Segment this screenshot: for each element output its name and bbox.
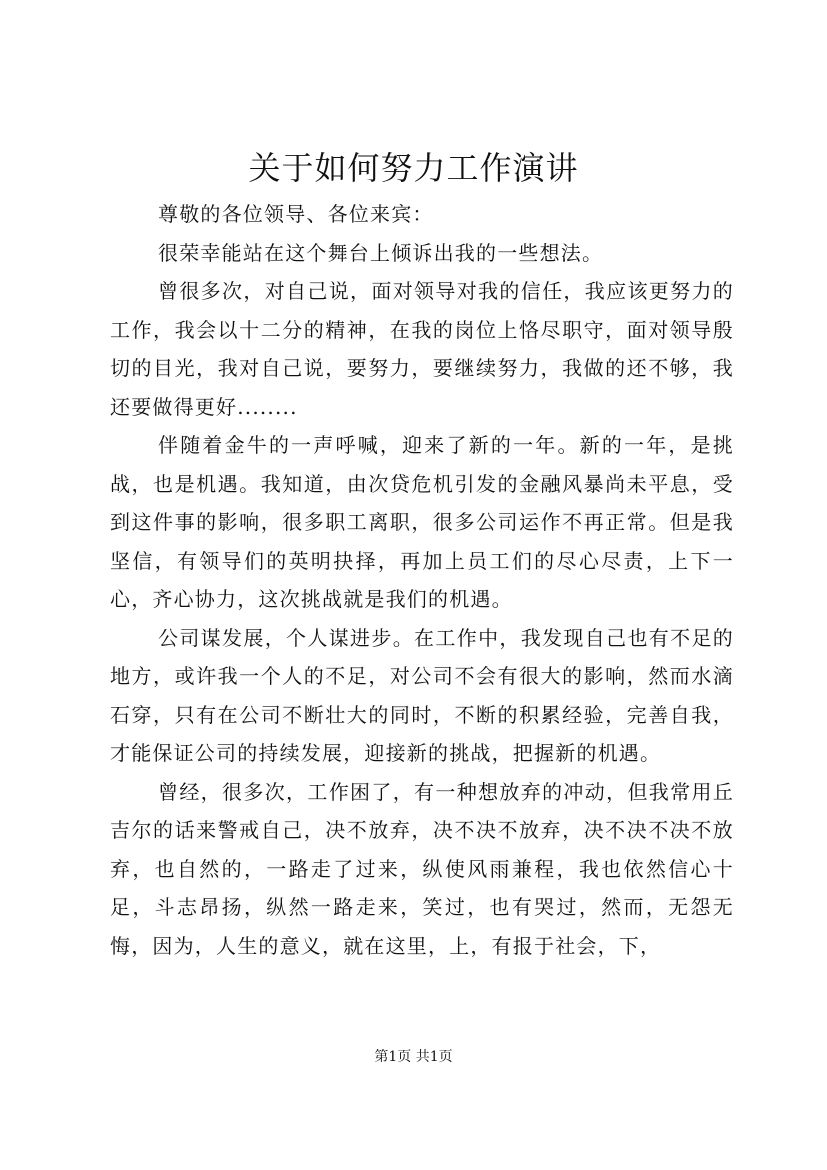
page-number-indicator: 第1页 共1页 [374,1049,453,1065]
paragraph-development: 公司谋发展，个人谋进步。在工作中，我发现自己也有不足的地方，或许我一个人的不足，对公司不会有很大的影响，然而水滴石穿，只有在公司不断壮大的同时，不断的积累经验，完善自我，才能保证公司的持续发展，迎接新的挑战，把握新的机遇。 [110,625,734,765]
paragraph-perseverance: 曾经，很多次，工作困了，有一种想放弃的冲动，但我常用丘吉尔的话来警戒自己，决不放弃，决不决不放弃，决不决不决不放弃，也自然的，一路走了过来，纵使风雨兼程，我也依然信心十足，斗志昂扬，纵然一路走来，笑过，也有哭过，然而，无怨无悔，因为，人生的意义，就在这里，上，有报于社会，下， [110,779,734,958]
document-body [110,195,734,965]
paragraph-new-year: 伴随着金牛的一声呼喊，迎来了新的一年。新的一年，是挑战，也是机遇。我知道，由次贷危机引发的金融风暴尚未平息，受到这件事的影响，很多职工离职，很多公司运作不再正常。但是我坚信，有领导们的英明抉择，再加上员工们的尽心尽责，上下一心，齐心协力，这次挑战就是我们的机遇。 [110,433,734,611]
paragraph-opening: 很荣幸能站在这个舞台上倾诉出我的一些想法。 [158,240,604,265]
document-title: 关于如何努力工作演讲 [248,149,579,187]
page-footer [0,1047,827,1067]
paragraph-greeting: 尊敬的各位领导、各位来宾： [158,202,434,226]
paragraph-trust: 曾很多次，对自己说，面对领导对我的信任，我应该更努力的工作，我会以十二分的精神，在我的岗位上恪尽职守，面对领导殷切的目光，我对自己说，要努力，要继续努力，我做的还不够，我还要做得更好........ [110,279,734,419]
